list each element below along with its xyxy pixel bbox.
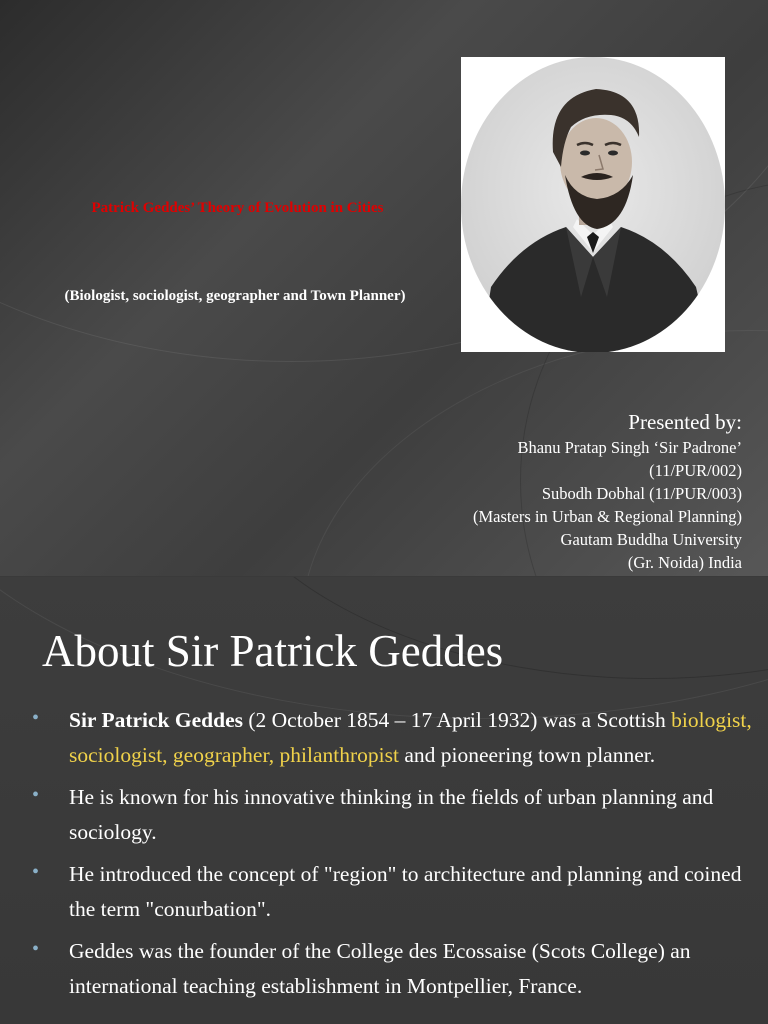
list-item — [32, 934, 752, 1003]
presenter-line: (Masters in Urban & Regional Planning) — [473, 507, 742, 526]
bullet-text: (2 October 1854 – 17 April 1932) was a Scottish — [242, 708, 672, 732]
slide-title: About Sir Patrick Geddes — [42, 626, 504, 676]
presenter-line: (11/PUR/002) — [649, 461, 742, 480]
presenter-line: Gautam Buddha University — [560, 530, 742, 549]
presenter-line: (Gr. Noida) India — [627, 553, 742, 572]
bullet-text: and pioneering town planner. — [398, 742, 656, 767]
list-item — [32, 780, 752, 849]
presenter-line: Bhanu Pratap Singh ‘Sir Padrone’ — [517, 438, 742, 457]
bullet-text: He introduced the concept of "region" to architecture and planning and coined the term "conurbation". — [69, 862, 742, 921]
bullet-list — [32, 703, 752, 1011]
about-slide — [0, 577, 768, 1024]
highlighted-text: biologist, sociologist, geographer, philanthropist — [69, 708, 752, 767]
bullet-icon: • — [32, 861, 40, 883]
portrait-illustration — [461, 57, 725, 352]
bullet-text: Geddes was the founder of the College des Ecossaise (Scots College) an international teaching establishment in Montpellier, France. — [69, 939, 691, 998]
bold-name: Sir Patrick Geddes — [69, 708, 243, 732]
presenter-line: Subodh Dobhal (11/PUR/003) — [541, 484, 742, 503]
bullet-icon: • — [32, 938, 40, 960]
bullet-icon: • — [32, 784, 40, 806]
bullet-text: He is known for his innovative thinking in the fields of urban planning and sociology. — [69, 785, 714, 844]
presenters-block — [473, 408, 742, 574]
portrait-image — [461, 57, 725, 352]
slide-title: Patrick Geddes’ Theory of Evolution in Cities — [91, 200, 384, 216]
list-item — [32, 703, 752, 772]
slide-subtitle: (Biologist, sociologist, geographer and Town Planner) — [64, 288, 406, 304]
list-item — [32, 857, 752, 926]
bullet-icon: • — [32, 707, 40, 729]
presented-by-label: Presented by: — [628, 410, 742, 434]
